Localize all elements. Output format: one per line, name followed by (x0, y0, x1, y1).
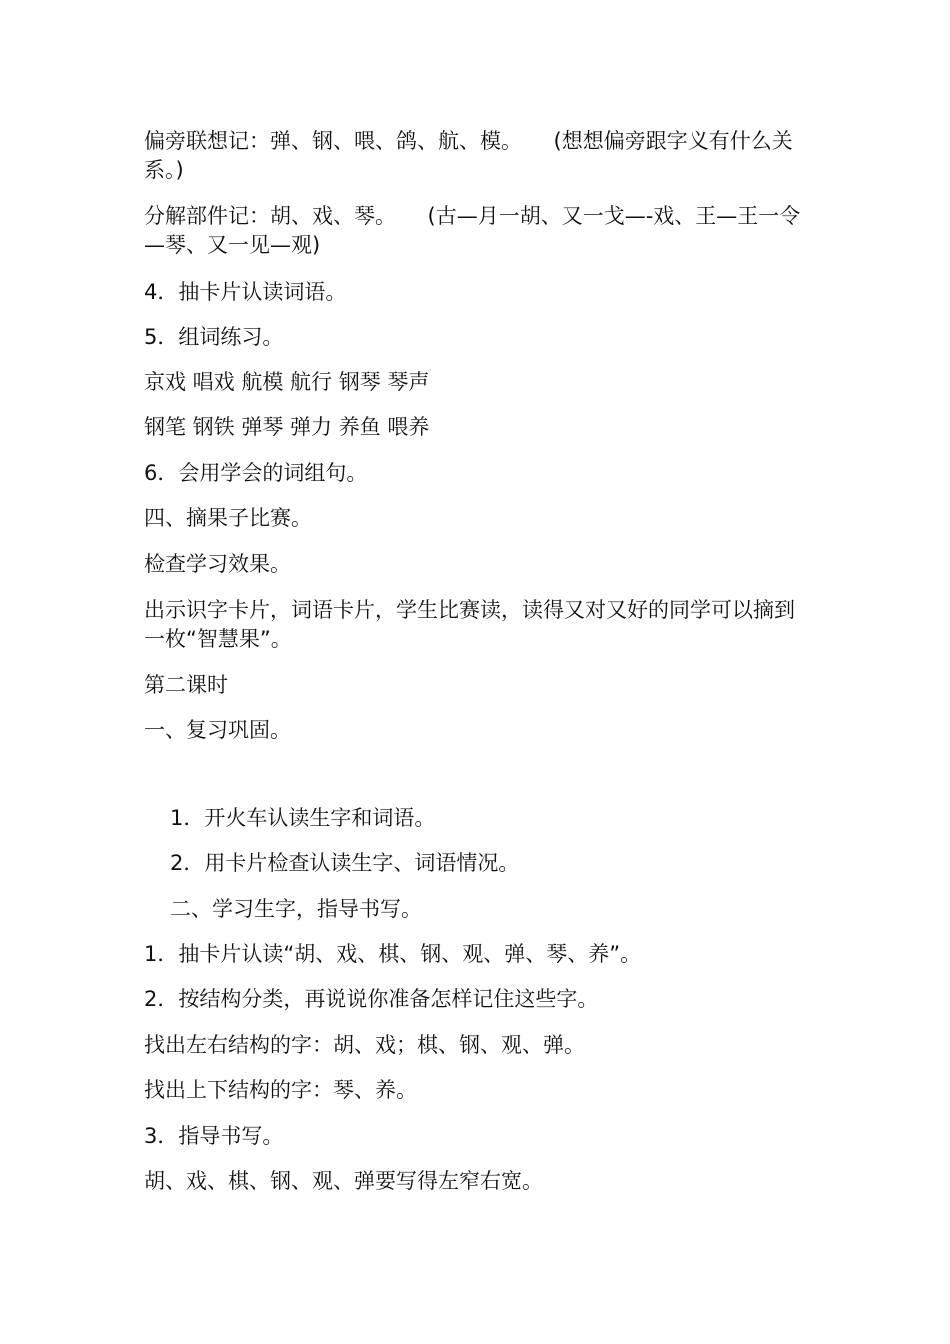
writing-step-1: 1．抽卡片认读“胡、戏、棋、钢、观、弹、琴、养”。 (144, 942, 642, 966)
writing-step-3: 3．指导书写。 (144, 1124, 284, 1148)
section-4-heading: 四、摘果子比赛。 (144, 506, 312, 530)
check-learning-results: 检查学习效果。 (144, 552, 291, 576)
left-right-structure: 找出左右结构的字：胡、戏；棋、钢、观、弹。 (144, 1033, 585, 1057)
review-step-2: 2．用卡片检查认读生字、词语情况。 (170, 851, 520, 875)
writing-step-2: 2．按结构分类，再说说你准备怎样记住这些字。 (144, 987, 599, 1011)
step-6-make-sentences: 6．会用学会的词组句。 (144, 461, 368, 485)
paragraph-radical-memory: 偏旁联想记：弹、钢、喂、鸽、航、模。 (想想偏旁跟字义有什么关系。) (144, 129, 793, 182)
paragraph-card-contest: 出示识字卡片，词语卡片，学生比赛读，读得又对又好的同学可以摘到一枚“智慧果”。 (144, 598, 795, 651)
word-list-2: 钢笔 钢铁 弹琴 弹力 养鱼 喂养 (144, 415, 430, 439)
lesson-2-heading: 第二课时 (144, 673, 228, 697)
review-step-1: 1．开火车认读生字和词语。 (170, 806, 436, 830)
writing-guidance: 胡、戏、棋、钢、观、弹要写得左窄右宽。 (144, 1169, 543, 1193)
top-bottom-structure: 找出上下结构的字：琴、养。 (144, 1078, 417, 1102)
step-4-read-words: 4．抽卡片认读词语。 (144, 280, 347, 304)
word-list-1: 京戏 唱戏 航模 航行 钢琴 琴声 (144, 370, 430, 394)
section-2-heading: 二、学习生字，指导书写。 (170, 897, 422, 921)
paragraph-component-memory: 分解部件记：胡、戏、琴。 (古—月一胡、又一戈—-戏、王—王一令—琴、又一见—观) (144, 204, 801, 257)
section-1-heading: 一、复习巩固。 (144, 718, 291, 742)
step-5-word-practice: 5．组词练习。 (144, 325, 284, 349)
